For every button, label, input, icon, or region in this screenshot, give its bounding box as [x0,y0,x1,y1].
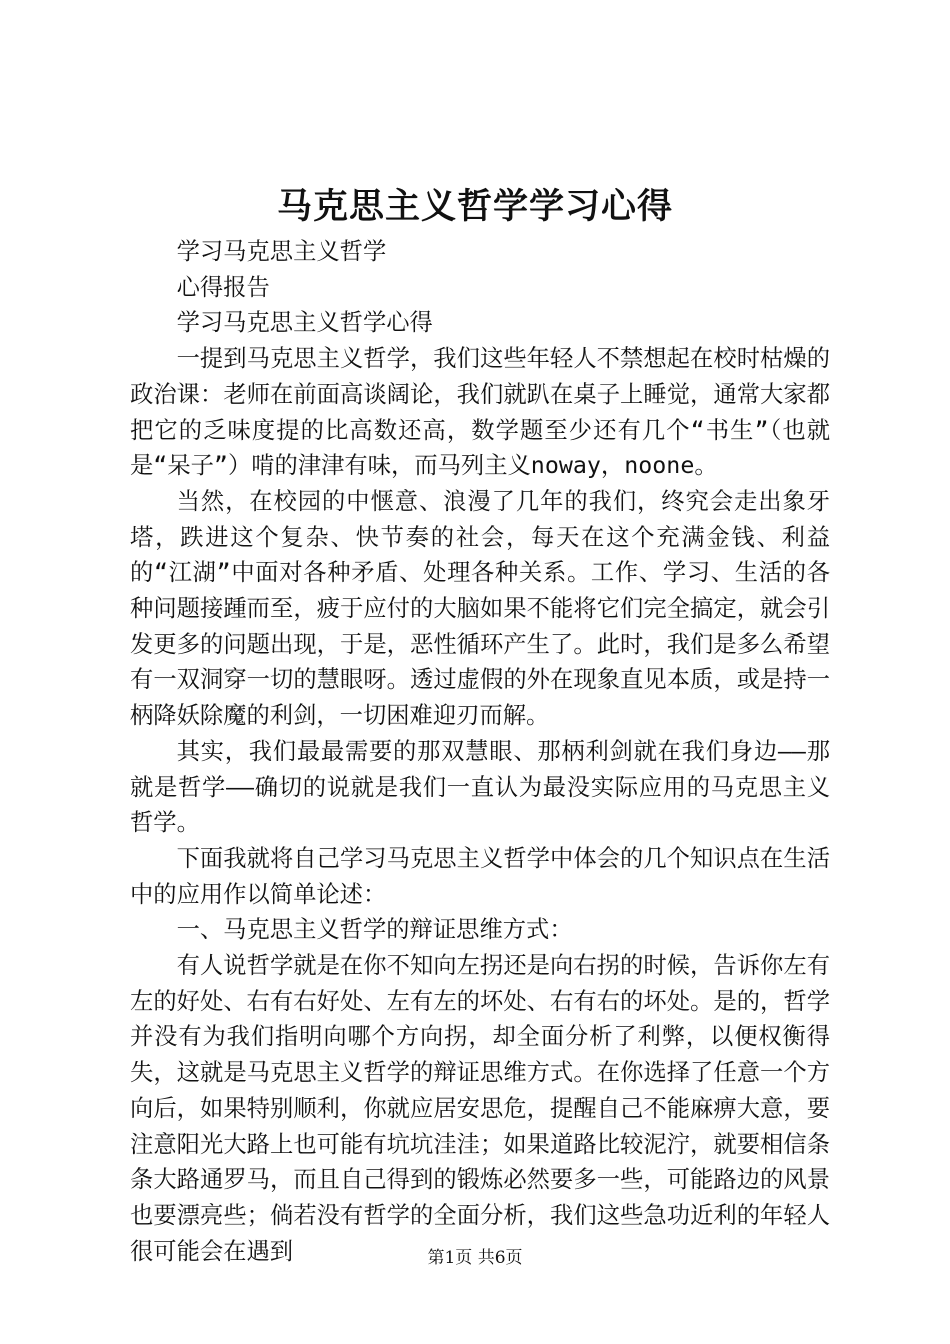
page-footer: 第1页 共6页 [427,1248,523,1268]
document-body [130,234,830,1269]
paragraph: 其实，我们最最需要的那双慧眼、那柄利剑就在我们身边——那就是哲学——确切的说就是我们一直认为最没实际应用的马克思主义哲学。 [130,737,830,837]
paragraph: 当然，在校园的中惬意、浪漫了几年的我们，终究会走出象牙塔，跌进这个复杂、快节奏的社会，每天在这个充满金钱、利益的“江湖”中面对各种矛盾、处理各种关系。工作、学习、生活的各种问题接踵而至，疲于应付的大脑如果不能将它们完全搞定，就会引发更多的问题出现，于是，恶性循环产生了。此时，我们是多么希望有一双洞穿一切的慧眼呀。透过虚假的外在现象直见本质，或是持一柄降妖除魔的利剑，一切困难迎刃而解。 [130,487,830,730]
paragraph: 学习马克思主义哲学 [176,238,387,265]
paragraph: 下面我就将自己学习马克思主义哲学中体会的几个知识点在生活中的应用作以简单论述： [130,844,830,908]
paragraph: 有人说哲学就是在你不知向左拐还是向右拐的时候，告诉你左有左的好处、右有右好处、左有左的坏处、右有右的坏处。是的，哲学并没有为我们指明向哪个方向拐，却全面分析了利弊，以便权衡得失，这就是马克思主义哲学的辩证思维方式。在你选择了任意一个方向后，如果特别顺利，你就应居安思危，提醒自己不能麻痹大意，要注意阳光大路上也可能有坑坑洼洼；如果道路比较泥泞，就要相信条条大路通罗马，而且自己得到的锻炼必然要多一些，可能路边的风景也要漂亮些；倘若没有哲学的全面分析，我们这些急功近利的年轻人很可能会在遇到 [130,952,830,1265]
document-title: 马克思主义哲学学习心得 [276,186,673,227]
paragraph: 一提到马克思主义哲学，我们这些年轻人不禁想起在校时枯燥的政治课：老师在前面高谈阔论，我们就趴在桌子上睡觉，通常大家都把它的乏味度提的比高数还高，数学题至少还有几个“书生”（也就是“呆子”）啃的津津有味，而马列主义noway，noone。 [130,345,830,480]
paragraph: 心得报告 [176,273,270,301]
section-heading: 一、马克思主义哲学的辩证思维方式： [176,916,573,944]
paragraph: 学习马克思主义哲学心得 [176,309,433,337]
